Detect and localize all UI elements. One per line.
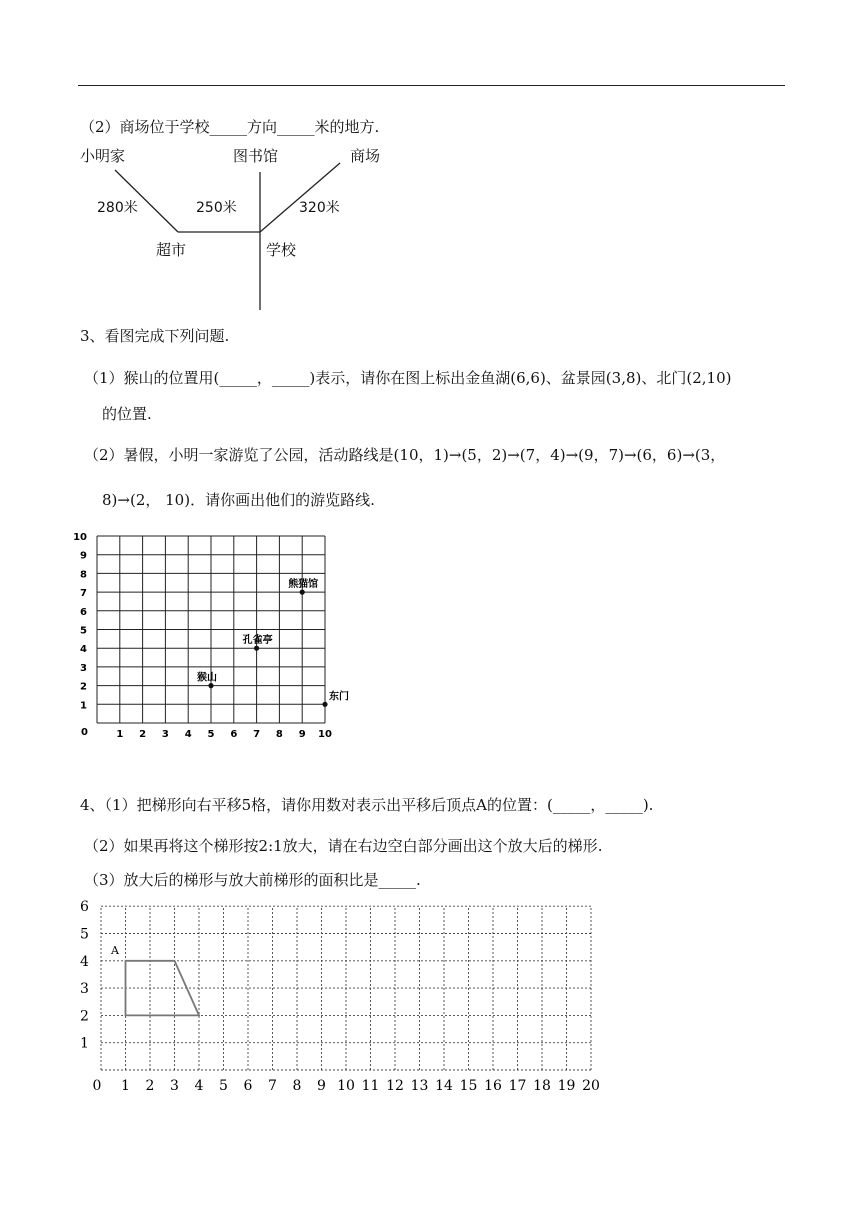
grid2-x-tick: 13 xyxy=(410,1078,429,1094)
grid2-x-tick: 5 xyxy=(219,1078,228,1094)
label-mall: 商场 xyxy=(350,147,381,165)
grid2-x-tick: 15 xyxy=(459,1078,478,1094)
question-4-part1: 4、（1）把梯形向右平移5格，请你用数对表示出平移后顶点A的位置：(_____，_____). xyxy=(80,796,654,814)
grid1-x-tick: 5 xyxy=(207,729,215,740)
grid2-y-tick: 1 xyxy=(80,1035,89,1052)
question-3-title: 3、看图完成下列问题. xyxy=(80,327,230,345)
grid2-x-tick: 11 xyxy=(361,1078,380,1094)
grid1-y-tick: 9 xyxy=(80,550,87,562)
grid2-x-tick: 3 xyxy=(170,1078,179,1094)
distance-280: 280米 xyxy=(97,200,138,216)
grid2-y-tick: 3 xyxy=(80,981,89,998)
question-4-part3: （3）放大后的梯形与放大前梯形的面积比是_____. xyxy=(84,871,421,889)
question-3-part1-line1: （1）猴山的位置用(_____，_____)表示，请你在图上标出金鱼湖(6,6)、盆景园(3,8)、北门(2,10) xyxy=(84,369,732,387)
grid1-point-label: 孔雀亭 xyxy=(242,635,273,647)
grid2-x-tick: 1 xyxy=(121,1078,130,1094)
grid2-x-tick: 4 xyxy=(194,1078,204,1094)
grid2-x-tick: 0 xyxy=(92,1078,102,1094)
question-3-part1-line2: 的位置. xyxy=(102,405,152,423)
grid1-x-tick: 6 xyxy=(230,729,238,740)
label-supermarket: 超市 xyxy=(156,241,187,259)
grid2-x-tick: 20 xyxy=(582,1078,600,1094)
grid1-point-label: 东门 xyxy=(329,691,349,703)
label-xiaoming-home: 小明家 xyxy=(80,147,126,165)
grid2-x-tick: 16 xyxy=(484,1078,502,1094)
grid1-x-tick: 2 xyxy=(139,729,147,740)
grid2-y-tick: 2 xyxy=(80,1008,89,1025)
grid2-x-tick: 18 xyxy=(533,1078,551,1094)
grid1-x-tick: 8 xyxy=(275,729,283,740)
grid2-y-tick: 5 xyxy=(80,926,89,943)
label-school: 学校 xyxy=(266,241,297,259)
grid1-x-tick: 7 xyxy=(253,729,261,740)
grid2-y-tick: 4 xyxy=(80,953,89,970)
grid2-x-tick: 6 xyxy=(243,1078,253,1094)
question-4-part2: （2）如果再将这个梯形按2:1放大，请在右边空白部分画出这个放大后的梯形. xyxy=(84,837,603,855)
grid1-y-tick: 5 xyxy=(80,625,87,637)
question-3-part2-line1: （2）暑假，小明一家游览了公园，活动路线是(10，1)→(5，2)→(7，4)→(9，7)→(6，6)→(3， xyxy=(84,446,726,464)
grid1-x-tick: 10 xyxy=(318,729,332,740)
grid1-y-tick: 8 xyxy=(80,569,87,581)
distance-250: 250米 xyxy=(196,200,237,216)
grid1-y-tick: 7 xyxy=(80,588,87,600)
grid2-x-tick: 14 xyxy=(435,1078,453,1094)
grid2-x-tick: 8 xyxy=(292,1078,302,1094)
distance-320: 320米 xyxy=(299,200,340,216)
grid2-x-tick: 2 xyxy=(145,1078,155,1094)
grid2-x-tick: 7 xyxy=(268,1078,277,1094)
grid2-x-tick: 19 xyxy=(557,1078,576,1094)
vertex-a-label: A xyxy=(111,943,119,957)
grid2-x-tick: 17 xyxy=(508,1078,527,1094)
grid1-y-tick: 4 xyxy=(80,644,87,656)
grid1-y-tick: 6 xyxy=(80,606,87,618)
grid1-x-tick: 9 xyxy=(298,729,306,740)
grid1-y-tick: 2 xyxy=(80,681,87,693)
grid2-x-tick: 9 xyxy=(317,1078,326,1094)
grid1-y-tick: 10 xyxy=(73,532,87,543)
grid1-point-label: 熊猫馆 xyxy=(288,579,319,591)
grid1-x-tick: 4 xyxy=(184,729,192,740)
question-3-part2-line2: 8)→(2， 10)．请你画出他们的游览路线. xyxy=(102,491,375,509)
grid1-x-tick: 1 xyxy=(116,729,124,740)
grid1-y-tick: 1 xyxy=(80,700,87,712)
grid1-x-tick: 3 xyxy=(161,729,169,740)
label-library: 图书馆 xyxy=(233,147,279,165)
grid2-y-tick: 6 xyxy=(80,899,89,916)
question-2-text: （2）商场位于学校_____方向_____米的地方. xyxy=(80,118,380,136)
grid1-origin-label: 0 xyxy=(81,727,88,738)
grid2-x-tick: 12 xyxy=(386,1078,404,1094)
grid2-x-tick: 10 xyxy=(337,1078,355,1094)
grid1-y-tick: 3 xyxy=(80,662,87,674)
grid1-point-label: 猴山 xyxy=(197,672,217,684)
